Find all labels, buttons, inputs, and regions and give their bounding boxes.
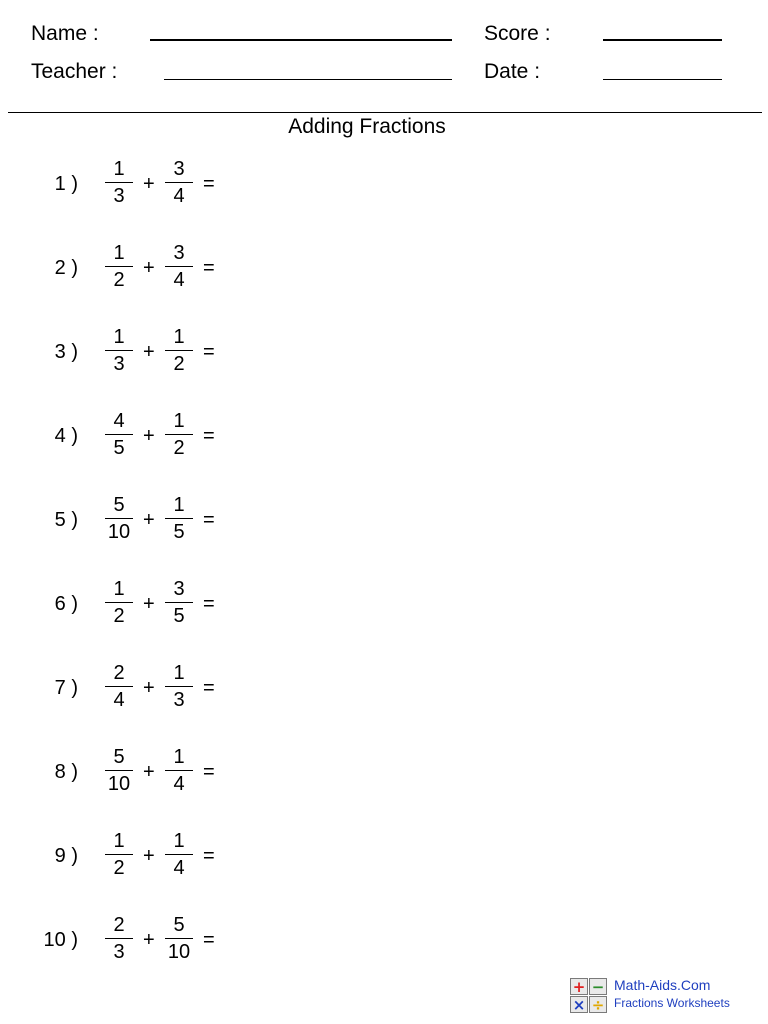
equals-sign: =: [203, 509, 215, 531]
first-fraction: [104, 324, 134, 377]
second-fraction: [164, 828, 194, 881]
second-fraction: [164, 324, 194, 377]
second-numerator: 5: [173, 914, 185, 936]
plus-sign: +: [143, 257, 155, 279]
second-denominator: 3: [173, 689, 185, 711]
second-denominator: 5: [173, 521, 185, 543]
problem-number: 10 ): [43, 929, 78, 951]
first-fraction: [104, 576, 134, 629]
second-denominator: 10: [167, 941, 191, 963]
first-denominator: 5: [113, 437, 125, 459]
plus-icon: +: [570, 978, 588, 995]
first-numerator: 1: [113, 326, 125, 348]
first-denominator: 3: [113, 941, 125, 963]
second-numerator: 3: [173, 578, 185, 600]
second-denominator: 4: [173, 185, 185, 207]
equals-sign: =: [203, 425, 215, 447]
equals-sign: =: [203, 761, 215, 783]
second-fraction: [164, 660, 194, 713]
problem-number: 4 ): [54, 425, 78, 447]
problem-number: 7 ): [54, 677, 78, 699]
second-fraction: [164, 744, 194, 797]
second-numerator: 1: [173, 662, 185, 684]
first-numerator: 1: [113, 578, 125, 600]
second-fraction: [164, 408, 194, 461]
name-answer-line[interactable]: [150, 39, 452, 41]
header-divider: [8, 112, 762, 113]
first-denominator: 3: [113, 185, 125, 207]
first-fraction: [104, 240, 134, 293]
plus-sign: +: [143, 929, 155, 951]
second-numerator: 1: [173, 746, 185, 768]
equals-sign: =: [203, 929, 215, 951]
first-denominator: 2: [113, 269, 125, 291]
divide-icon: ÷: [589, 996, 607, 1013]
minus-icon: −: [589, 978, 607, 995]
logo-site-name: Math-Aids.Com: [614, 977, 711, 993]
equals-sign: =: [203, 257, 215, 279]
plus-sign: +: [143, 341, 155, 363]
first-denominator: 10: [107, 521, 131, 543]
first-denominator: 3: [113, 353, 125, 375]
worksheet-title: Adding Fractions: [288, 115, 446, 138]
second-numerator: 1: [173, 830, 185, 852]
second-numerator: 3: [173, 158, 185, 180]
second-denominator: 4: [173, 773, 185, 795]
second-denominator: 4: [173, 857, 185, 879]
plus-sign: +: [143, 677, 155, 699]
plus-sign: +: [143, 509, 155, 531]
equals-sign: =: [203, 341, 215, 363]
problem-number: 3 ): [54, 341, 78, 363]
name-label: Name :: [31, 22, 99, 45]
plus-sign: +: [143, 593, 155, 615]
second-fraction: [164, 240, 194, 293]
first-fraction: [104, 156, 134, 209]
problem-item-8: [0, 744, 400, 804]
problem-item-4: [0, 408, 400, 468]
score-answer-line[interactable]: [603, 39, 722, 41]
second-numerator: 1: [173, 410, 185, 432]
problem-number: 5 ): [54, 509, 78, 531]
problem-item-1: [0, 156, 400, 216]
second-denominator: 4: [173, 269, 185, 291]
operations-icon: [570, 978, 608, 1014]
first-denominator: 10: [107, 773, 131, 795]
first-numerator: 5: [113, 494, 125, 516]
first-numerator: 2: [113, 914, 125, 936]
problem-number: 9 ): [54, 845, 78, 867]
first-numerator: 1: [113, 158, 125, 180]
first-fraction: [104, 828, 134, 881]
teacher-answer-line[interactable]: [164, 79, 452, 80]
first-fraction: [104, 660, 134, 713]
problem-number: 8 ): [54, 761, 78, 783]
second-numerator: 3: [173, 242, 185, 264]
math-aids-logo: [570, 976, 760, 1016]
problem-item-6: [0, 576, 400, 636]
problem-number: 1 ): [54, 173, 78, 195]
problem-number: 2 ): [54, 257, 78, 279]
first-denominator: 4: [113, 689, 125, 711]
equals-sign: =: [203, 173, 215, 195]
second-numerator: 1: [173, 326, 185, 348]
first-numerator: 1: [113, 242, 125, 264]
second-fraction: [164, 912, 194, 965]
problem-item-10: [0, 912, 400, 972]
problem-item-5: [0, 492, 400, 552]
second-fraction: [164, 492, 194, 545]
plus-sign: +: [143, 845, 155, 867]
second-fraction: [164, 576, 194, 629]
first-numerator: 1: [113, 830, 125, 852]
equals-sign: =: [203, 593, 215, 615]
problem-item-3: [0, 324, 400, 384]
second-fraction: [164, 156, 194, 209]
problem-item-7: [0, 660, 400, 720]
second-denominator: 2: [173, 437, 185, 459]
first-fraction: [104, 492, 134, 545]
problem-item-2: [0, 240, 400, 300]
first-numerator: 4: [113, 410, 125, 432]
problem-item-9: [0, 828, 400, 888]
date-label: Date :: [484, 60, 541, 83]
first-numerator: 2: [113, 662, 125, 684]
second-denominator: 2: [173, 353, 185, 375]
first-fraction: [104, 912, 134, 965]
equals-sign: =: [203, 845, 215, 867]
teacher-label: Teacher :: [31, 60, 118, 83]
date-answer-line[interactable]: [603, 79, 722, 80]
plus-sign: +: [143, 173, 155, 195]
equals-sign: =: [203, 677, 215, 699]
problem-number: 6 ): [54, 593, 78, 615]
first-denominator: 2: [113, 857, 125, 879]
logo-subtitle: Fractions Worksheets: [614, 996, 730, 1010]
first-numerator: 5: [113, 746, 125, 768]
times-icon: ×: [570, 996, 588, 1013]
plus-sign: +: [143, 761, 155, 783]
score-label: Score :: [484, 22, 551, 45]
second-numerator: 1: [173, 494, 185, 516]
second-denominator: 5: [173, 605, 185, 627]
first-fraction: [104, 744, 134, 797]
first-denominator: 2: [113, 605, 125, 627]
plus-sign: +: [143, 425, 155, 447]
first-fraction: [104, 408, 134, 461]
